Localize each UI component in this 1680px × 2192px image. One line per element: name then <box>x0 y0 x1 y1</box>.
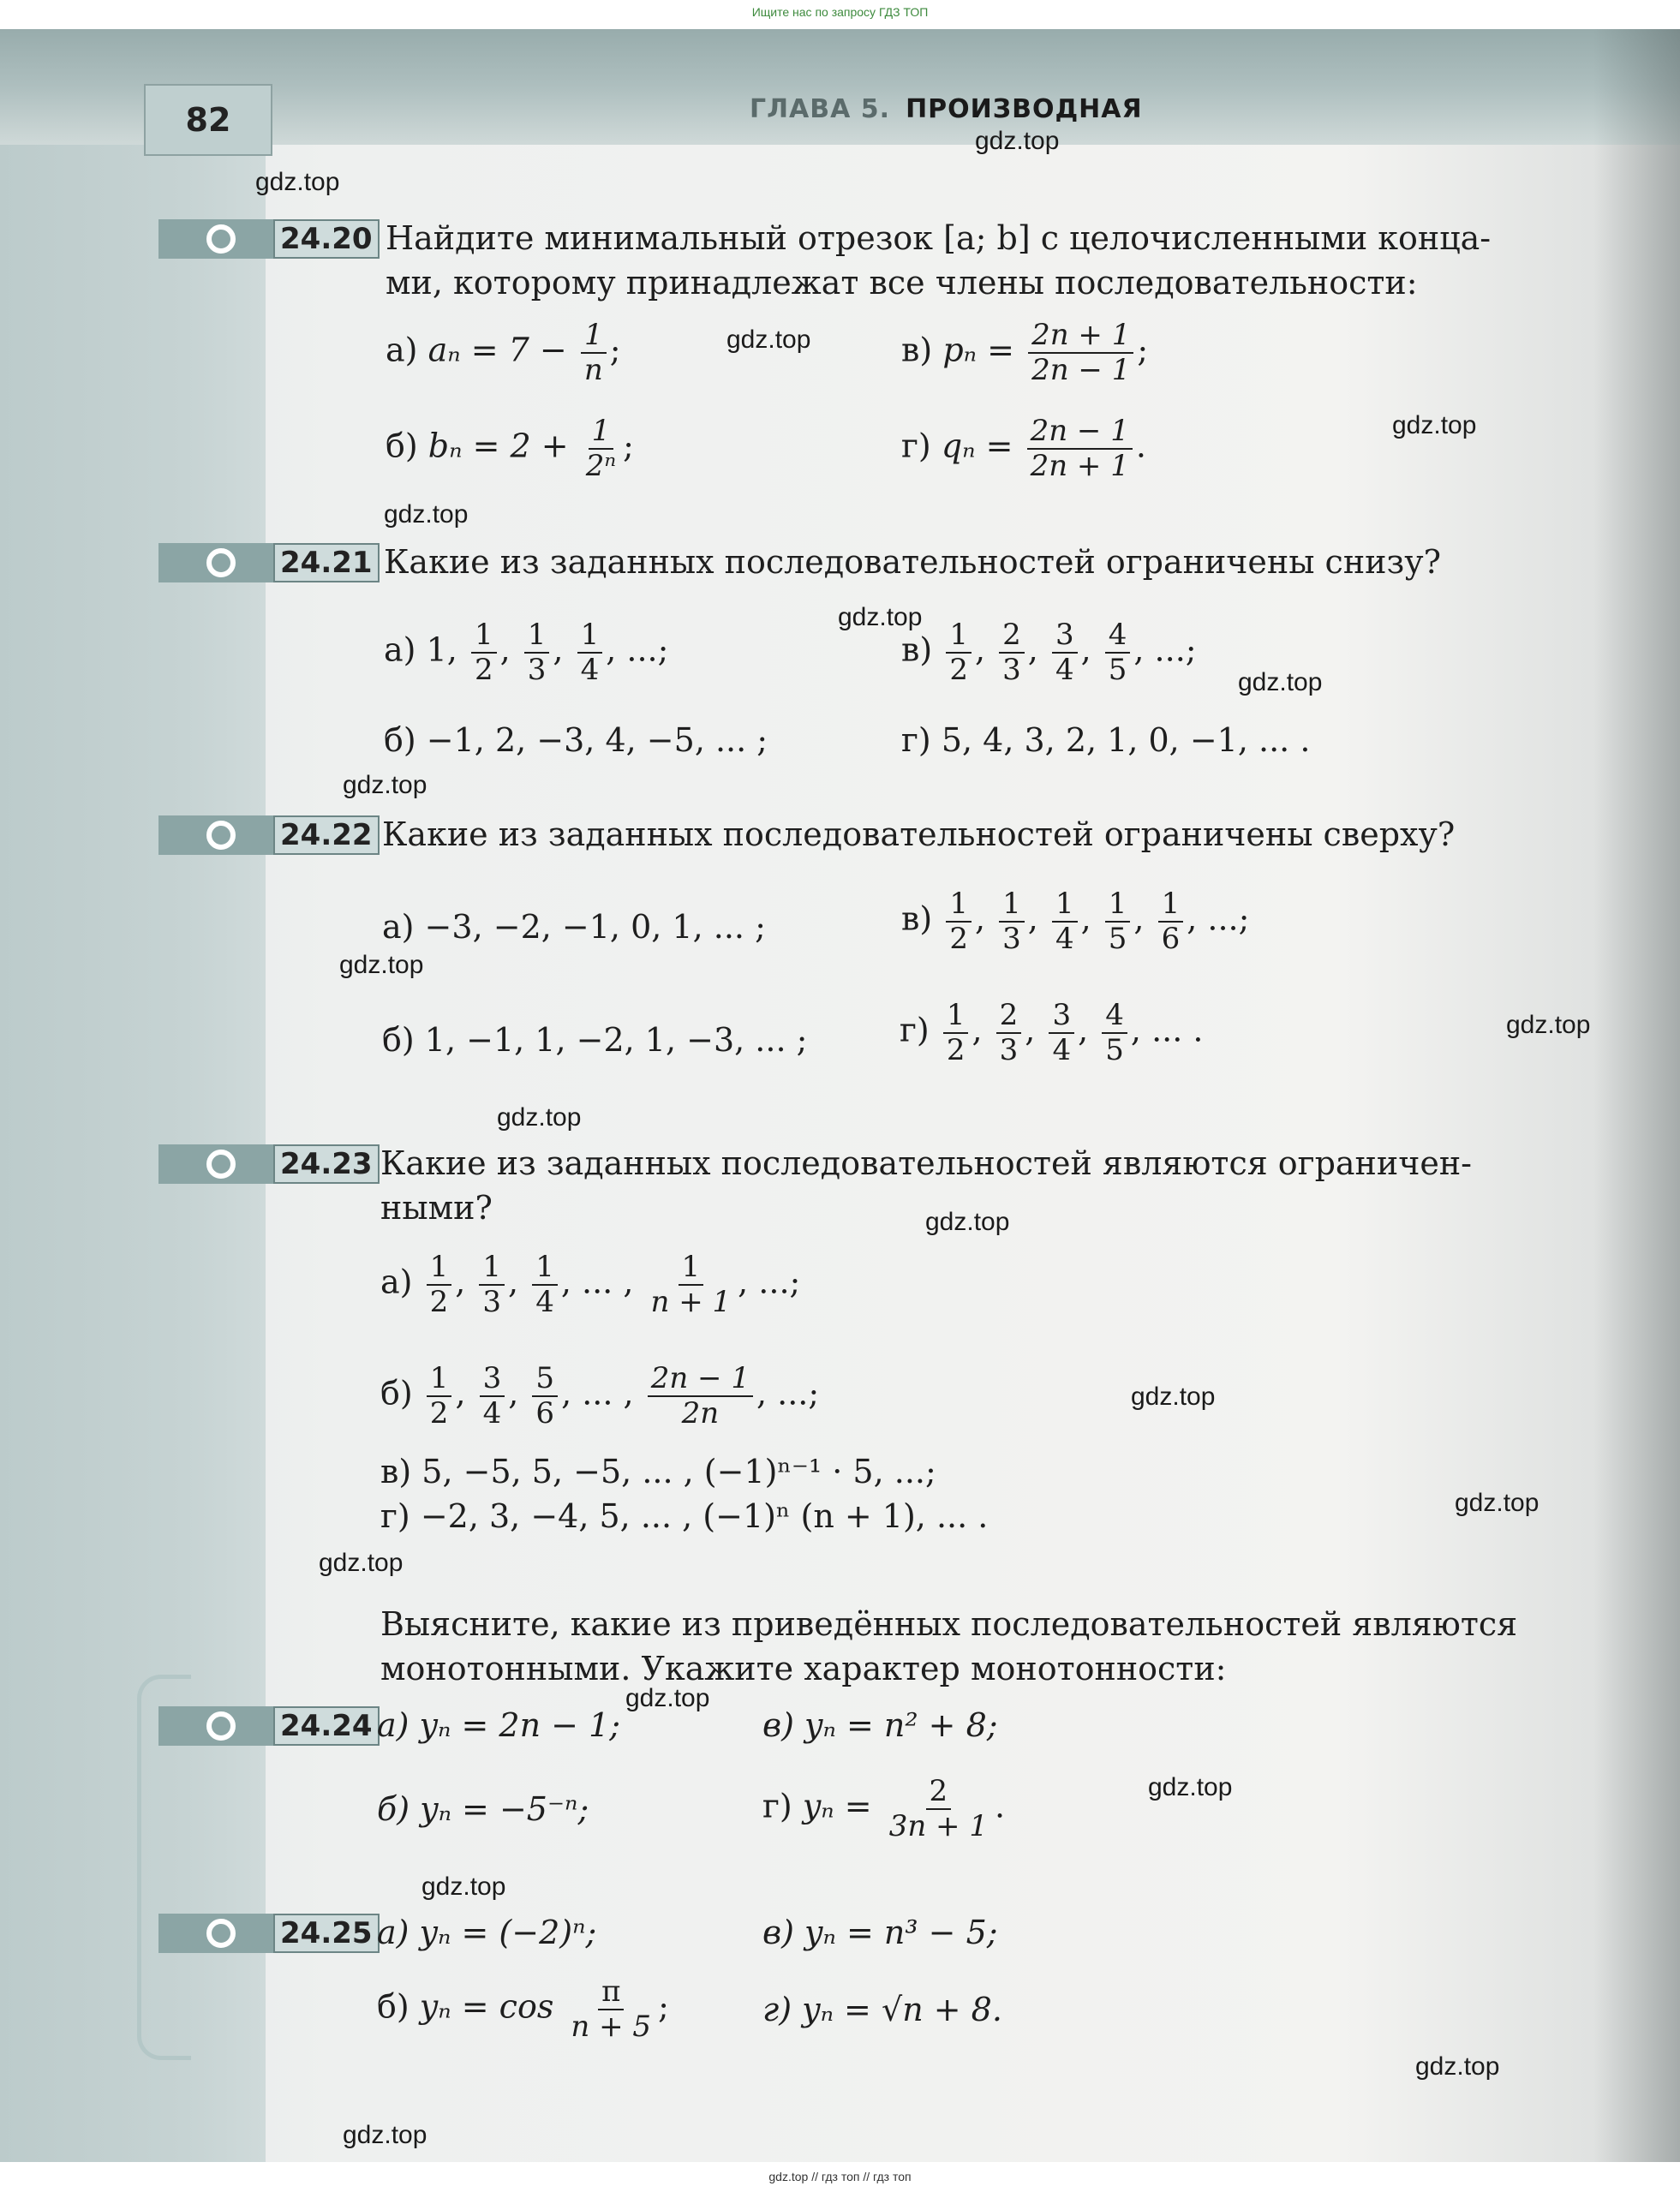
problem-number-bar <box>158 1914 373 1953</box>
instruction-text: монотонными. Укажите характер монотонности: <box>380 1650 1227 1687</box>
fraction: $\frac{2n - 1}{2n + 1}$ <box>1027 415 1133 483</box>
bottom-note: gdz.top // гдз топ // гдз топ <box>768 2170 912 2183</box>
formula-text: aₙ = 7 − <box>427 331 567 369</box>
fraction: $\frac{1}{3}$ <box>524 618 550 687</box>
chapter-title: ПРОИЗВОДНАЯ <box>906 94 1143 124</box>
problem-text: ными? <box>380 1189 493 1227</box>
fraction: $\frac{2}{3}$ <box>996 999 1022 1067</box>
item-v: в) yₙ = n² + 8; <box>762 1706 998 1744</box>
fraction: $\frac{1}{5}$ <box>1105 887 1131 956</box>
item-a: а) $\frac{1}{2}$ , $\frac{1}{3}$ , $\frac{1}{4}$ , ... , $\frac{1}{n + 1}$ , ...; <box>380 1250 801 1320</box>
item-b: б) 1, −1, 1, −2, 1, −3, ... ; <box>382 1021 808 1059</box>
item-v: в) $\frac{1}{2}$ , $\frac{1}{3}$ , $\frac{1}{4}$ , $\frac{1}{5}$ , $\frac{1}{6}$ , ...; <box>901 887 1250 957</box>
item-g: г) −2, 3, −4, 5, ... , (−1)ⁿ (n + 1), ... . <box>380 1497 989 1535</box>
watermark: gdz.top <box>1415 2052 1500 2081</box>
chapter-heading <box>750 94 1143 124</box>
watermark: gdz.top <box>1131 1383 1216 1411</box>
fraction: $\frac{1}{4}$ <box>532 1251 558 1319</box>
watermark: gdz.top <box>838 603 923 631</box>
circle-icon <box>206 548 236 577</box>
fraction: $\frac{1}{6}$ <box>1158 887 1184 956</box>
problem-number-bar <box>158 815 373 855</box>
circle-icon <box>206 1711 236 1741</box>
item-a: а) aₙ = 7 − $\frac{1}{n}$ ; <box>386 318 621 388</box>
watermark: gdz.top <box>726 326 811 354</box>
fraction: $\frac{1}{2}$ <box>946 618 972 687</box>
item-label: а) <box>386 331 418 369</box>
circle-icon <box>206 1150 236 1179</box>
watermark: gdz.top <box>1506 1011 1591 1039</box>
fraction: $\frac{1}{2}$ <box>471 618 497 687</box>
item-g: г) 5, 4, 3, 2, 1, 0, −1, ... . <box>901 721 1311 759</box>
fraction: $\frac{1}{2}$ <box>427 1362 452 1430</box>
watermark: gdz.top <box>343 771 427 799</box>
item-g: г) yₙ = $\frac{2}{3n + 1}$ . <box>762 1774 1006 1844</box>
formula-text: bₙ = 2 + <box>427 427 569 465</box>
item-b: б) −1, 2, −3, 4, −5, ... ; <box>384 721 768 759</box>
circle-icon <box>206 224 236 254</box>
fraction: $\frac{3}{4}$ <box>1052 618 1078 687</box>
item-a: а) 1, $\frac{1}{2}$ , $\frac{1}{3}$ , $\frac{1}{4}$ , ...; <box>384 618 669 688</box>
chapter-number: ГЛАВА 5. <box>750 94 891 124</box>
item-a: а) −3, −2, −1, 0, 1, ... ; <box>382 908 766 946</box>
problem-text: Найдите минимальный отрезок [a; b] с целочисленными конца- <box>386 219 1492 257</box>
item-g: г) yₙ = √n + 8. <box>762 1991 1002 2028</box>
problem-number-bar <box>158 1706 373 1746</box>
item-v: в) 5, −5, 5, −5, ... , (−1)ⁿ⁻¹ · 5, ...; <box>380 1453 936 1490</box>
watermark: gdz.top <box>625 1684 710 1712</box>
problem-text: Какие из заданных последовательностей являются ограничен- <box>380 1144 1472 1182</box>
item-g: г) $\frac{1}{2}$ , $\frac{2}{3}$ , $\frac{3}{4}$ , $\frac{4}{5}$ , ... . <box>900 998 1204 1068</box>
fraction: $\frac{\pi}{n + 5}$ <box>571 1974 652 2045</box>
item-b: б) bₙ = 2 + $\frac{1}{\text{2ⁿ}}$ ; <box>386 414 634 484</box>
fraction: $\frac{1}{4}$ <box>1052 887 1078 956</box>
item-label: б) <box>386 427 418 465</box>
problem-number: 24.22 <box>273 815 380 855</box>
fraction: $\frac{2}{3n + 1}$ <box>888 1774 988 1844</box>
page-number: 82 <box>144 84 272 156</box>
problem-number-bar <box>158 219 373 259</box>
fraction: $\frac{3}{4}$ <box>480 1362 505 1430</box>
fraction: $\frac{1}{3}$ <box>479 1251 505 1319</box>
formula-text: pₙ = <box>942 331 1014 369</box>
watermark: gdz.top <box>975 127 1060 155</box>
fraction: $\frac{3}{4}$ <box>1049 999 1074 1067</box>
problem-number: 24.23 <box>273 1144 380 1184</box>
item-b: б) $\frac{1}{2}$ , $\frac{3}{4}$ , $\frac{5}{6}$ , ... , $\frac{2n - 1}{2n}$ , ...; <box>380 1361 820 1431</box>
item-label: г) <box>901 427 931 465</box>
circle-icon <box>206 1919 236 1948</box>
problem-number-bar <box>158 543 373 582</box>
fraction: $\frac{2n - 1}{2n}$ <box>648 1362 753 1430</box>
watermark: gdz.top <box>339 951 424 979</box>
problem-number: 24.24 <box>273 1706 380 1746</box>
fraction: $\frac{5}{6}$ <box>532 1362 558 1430</box>
item-label: в) <box>901 331 933 369</box>
fraction: $\frac{1}{2}$ <box>943 999 969 1067</box>
fraction: $\frac{2}{3}$ <box>999 618 1025 687</box>
item-v: в) pₙ = $\frac{2n + 1}{2n - 1}$ ; <box>901 318 1149 388</box>
fraction: $\frac{1}{2}$ <box>946 887 972 956</box>
book-spine-shadow <box>1593 29 1680 2162</box>
watermark: gdz.top <box>343 2121 427 2149</box>
circle-icon <box>206 821 236 850</box>
item-g: г) qₙ = $\frac{2n - 1}{2n + 1}$ . <box>901 414 1146 484</box>
watermark: gdz.top <box>1148 1773 1233 1801</box>
fraction: $\frac{1}{3}$ <box>999 887 1025 956</box>
item-v: в) $\frac{1}{2}$ , $\frac{2}{3}$ , $\frac{3}{4}$ , $\frac{4}{5}$ , ...; <box>901 618 1197 688</box>
watermark: gdz.top <box>384 500 469 529</box>
item-a: а) yₙ = (−2)ⁿ; <box>377 1914 597 1951</box>
margin-band <box>0 29 266 2162</box>
watermark: gdz.top <box>421 1872 506 1901</box>
watermark: gdz.top <box>1392 411 1477 439</box>
item-b: б) yₙ = cos $\frac{\pi}{n + 5}$ ; <box>377 1974 669 2045</box>
item-a: а) yₙ = 2n − 1; <box>377 1706 621 1744</box>
fraction: $\frac{1}{\text{2ⁿ}}$ <box>585 414 617 484</box>
watermark: gdz.top <box>925 1208 1010 1236</box>
fraction: $\frac{2n + 1}{2n - 1}$ <box>1028 319 1133 387</box>
item-v: в) yₙ = n³ − 5; <box>762 1914 998 1951</box>
fraction: $\frac{4}{5}$ <box>1102 999 1127 1067</box>
watermark: gdz.top <box>319 1549 404 1577</box>
instruction-text: Выясните, какие из приведённых последовательностей являются <box>380 1605 1518 1643</box>
fraction: $\frac{1}{2}$ <box>427 1251 452 1319</box>
fraction: $\frac{1}{n}$ <box>581 319 607 387</box>
watermark: gdz.top <box>1455 1489 1540 1517</box>
problem-number-bar <box>158 1144 373 1184</box>
item-b: б) yₙ = −5⁻ⁿ; <box>377 1790 589 1828</box>
formula-text: qₙ = <box>941 427 1013 465</box>
watermark: gdz.top <box>497 1103 582 1132</box>
problem-text: Какие из заданных последовательностей ограничены сверху? <box>382 815 1456 853</box>
fraction: $\frac{1}{n + 1}$ <box>650 1250 732 1320</box>
problem-number: 24.25 <box>273 1914 380 1953</box>
watermark: gdz.top <box>255 168 340 196</box>
problem-number: 24.21 <box>273 543 380 582</box>
fraction: $\frac{4}{5}$ <box>1105 618 1131 687</box>
problem-number: 24.20 <box>273 219 380 259</box>
problem-text: Какие из заданных последовательностей ограничены снизу? <box>384 543 1441 581</box>
watermark: gdz.top <box>1238 668 1323 696</box>
problem-text: ми, которому принадлежат все члены последовательности: <box>386 264 1418 302</box>
fraction: $\frac{1}{4}$ <box>577 618 603 687</box>
top-note: Ищите нас по запросу ГДЗ ТОП <box>751 5 929 19</box>
